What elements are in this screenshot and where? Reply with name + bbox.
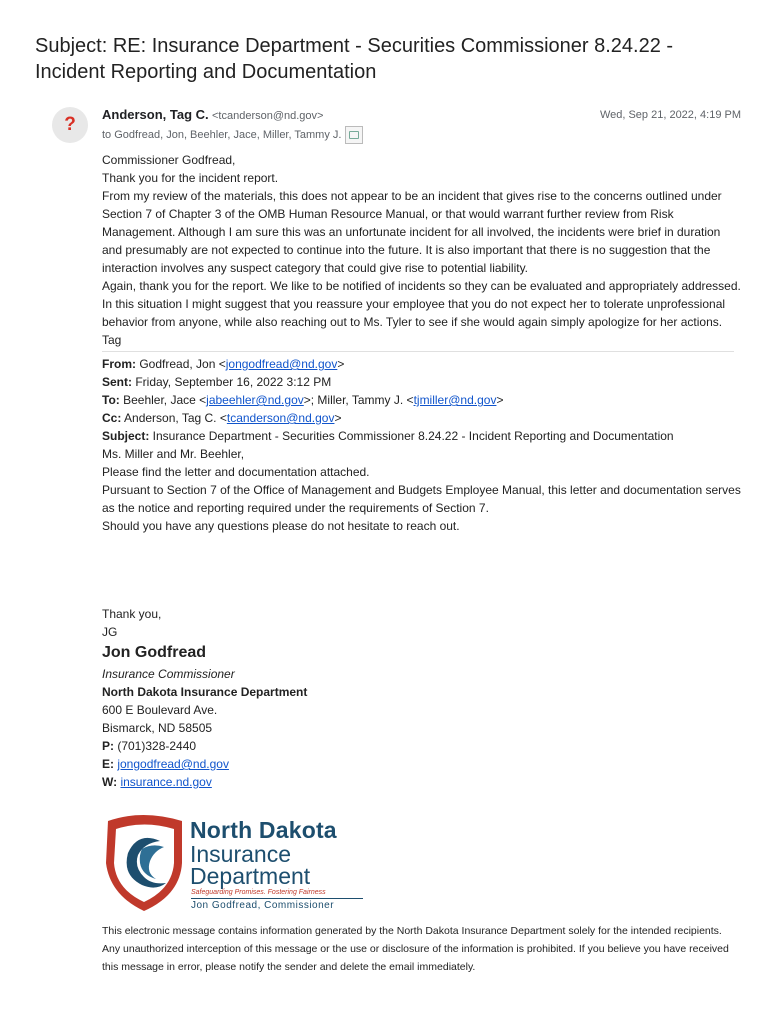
email-label: E:: [102, 757, 114, 771]
quoted-from: [102, 355, 742, 373]
logo-text-north-dakota: North Dakota: [190, 817, 337, 843]
email-subject: Subject: RE: Insurance Department - Securities Commissioner 8.24.22 - Incident Reporting and Documentation: [35, 35, 674, 83]
signature-phone: [102, 737, 742, 755]
to-email-link-2[interactable]: tjmiller@nd.gov: [413, 393, 497, 407]
phone-value: (701)328-2440: [114, 739, 197, 753]
cc-name: Anderson, Tag C. <: [121, 411, 227, 425]
from-name: Godfread, Jon <: [136, 357, 226, 371]
phone-label: P:: [102, 739, 114, 753]
sender-line: [102, 107, 323, 122]
shield-emblem-icon: [102, 813, 188, 913]
quoted-paragraph: Pursuant to Section 7 of the Office of Management and Budgets Employee Manual, this letter and documentation serves as the notice and reporting required under the requirements of Section 7.: [102, 483, 741, 515]
quoted-subject: [102, 427, 742, 445]
from-close: >: [337, 357, 345, 371]
sent-value: Friday, September 16, 2022 3:12 PM: [132, 375, 332, 389]
from-label: From:: [102, 357, 136, 371]
nd-insurance-logo: [102, 813, 372, 913]
sender-email: <tcanderson@nd.gov>: [212, 110, 324, 122]
to-name: Beehler, Jace <: [119, 393, 207, 407]
quoted-cc: [102, 409, 742, 427]
signature-org: North Dakota Insurance Department: [102, 685, 308, 699]
recipients-line: [102, 126, 363, 144]
broken-image-icon: [345, 126, 363, 144]
subject-label: Subject:: [102, 429, 150, 443]
quoted-paragraph: Should you have any questions please do not hesitate to reach out.: [102, 519, 460, 533]
sender-name[interactable]: Anderson, Tag C.: [102, 107, 209, 122]
sent-label: Sent:: [102, 375, 132, 389]
logo-tagline: Safeguarding Promises. Fostering Fairness: [191, 889, 326, 896]
to-email-link-1[interactable]: jabeehler@nd.gov: [206, 393, 304, 407]
signature-email: [102, 755, 742, 773]
email-date: Wed, Sep 21, 2022, 4:19 PM: [599, 109, 741, 121]
signature-title: Insurance Commissioner: [102, 667, 235, 681]
signature-address-2: Bismarck, ND 58505: [102, 721, 213, 735]
to-mid: >; Miller, Tammy J. <: [303, 393, 414, 407]
cc-label: Cc:: [102, 411, 122, 425]
logo-rule: [191, 898, 363, 899]
signature-web: [102, 773, 742, 791]
email-disclaimer: This electronic message contains information generated by the North Dakota Insurance Department solely for the intended recipients. Any unauthorized interception of this message or the use or disclosure of the information is prohibited. If you believe you have received this message in error, please notify the sender and delete the email immediately.: [102, 925, 729, 973]
signature-email-link[interactable]: jongodfread@nd.gov: [117, 757, 229, 771]
from-email-link[interactable]: jongodfread@nd.gov: [225, 357, 338, 371]
spacer: [102, 535, 742, 605]
to-close: >: [496, 393, 504, 407]
signature-web-link[interactable]: insurance.nd.gov: [120, 775, 212, 789]
sender-avatar[interactable]: [52, 107, 88, 143]
quoted-paragraph: Ms. Miller and Mr. Beehler,: [102, 447, 245, 461]
question-mark-icon: ?: [64, 114, 76, 135]
cc-close: >: [334, 411, 342, 425]
body-paragraph: Again, thank you for the report. We like to be notified of incidents so they can be evaluated and appropriately addressed. In this situation I might suggest that you reassure your employee that you do not expect her to tolerate unprofessional behavior from anyone, while also reaching out to Ms. Tyler to see if she would again simply apologize for her actions.: [102, 279, 741, 329]
logo-commissioner: Jon Godfread, Commissioner: [191, 900, 335, 911]
email-body: [102, 151, 742, 791]
signature-address-1: 600 E Boulevard Ave.: [102, 703, 218, 717]
quoted-to: [102, 391, 742, 409]
quoted-paragraph: Please find the letter and documentation attached.: [102, 465, 370, 479]
subject-value: Insurance Department - Securities Commissioner 8.24.22 - Incident Reporting and Documentation: [149, 429, 674, 443]
signature-closing: Thank you,: [102, 607, 162, 621]
body-paragraph: Tag: [102, 333, 122, 347]
quoted-sent: [102, 373, 742, 391]
web-label: W:: [102, 775, 118, 789]
recipients-text: to Godfread, Jon, Beehler, Jace, Miller, Tammy J.: [102, 129, 342, 141]
signature-initials: JG: [102, 625, 118, 639]
to-label: To:: [102, 393, 120, 407]
signature-name: Jon Godfread: [102, 644, 207, 661]
logo-text-department: Department: [190, 863, 311, 889]
cc-email-link[interactable]: tcanderson@nd.gov: [226, 411, 335, 425]
body-paragraph: From my review of the materials, this does not appear to be an incident that gives rise to the concerns outlined under Section 7 of Chapter 3 of the OMB Human Resource Manual, or that would warrant further review from Risk Management. Although I am sure this was an unfortunate incident for all involved, the incidents were brief in duration and presumably are not expected to continue into the future. It is also important that there is no suggestion that the interaction involves any suspect category that could give rise to potential liability.: [102, 189, 722, 275]
body-paragraph: Thank you for the incident report.: [102, 171, 279, 185]
quote-divider: [102, 351, 734, 352]
body-paragraph: Commissioner Godfread,: [102, 153, 236, 167]
logo-text-insurance: Insurance: [190, 841, 292, 867]
